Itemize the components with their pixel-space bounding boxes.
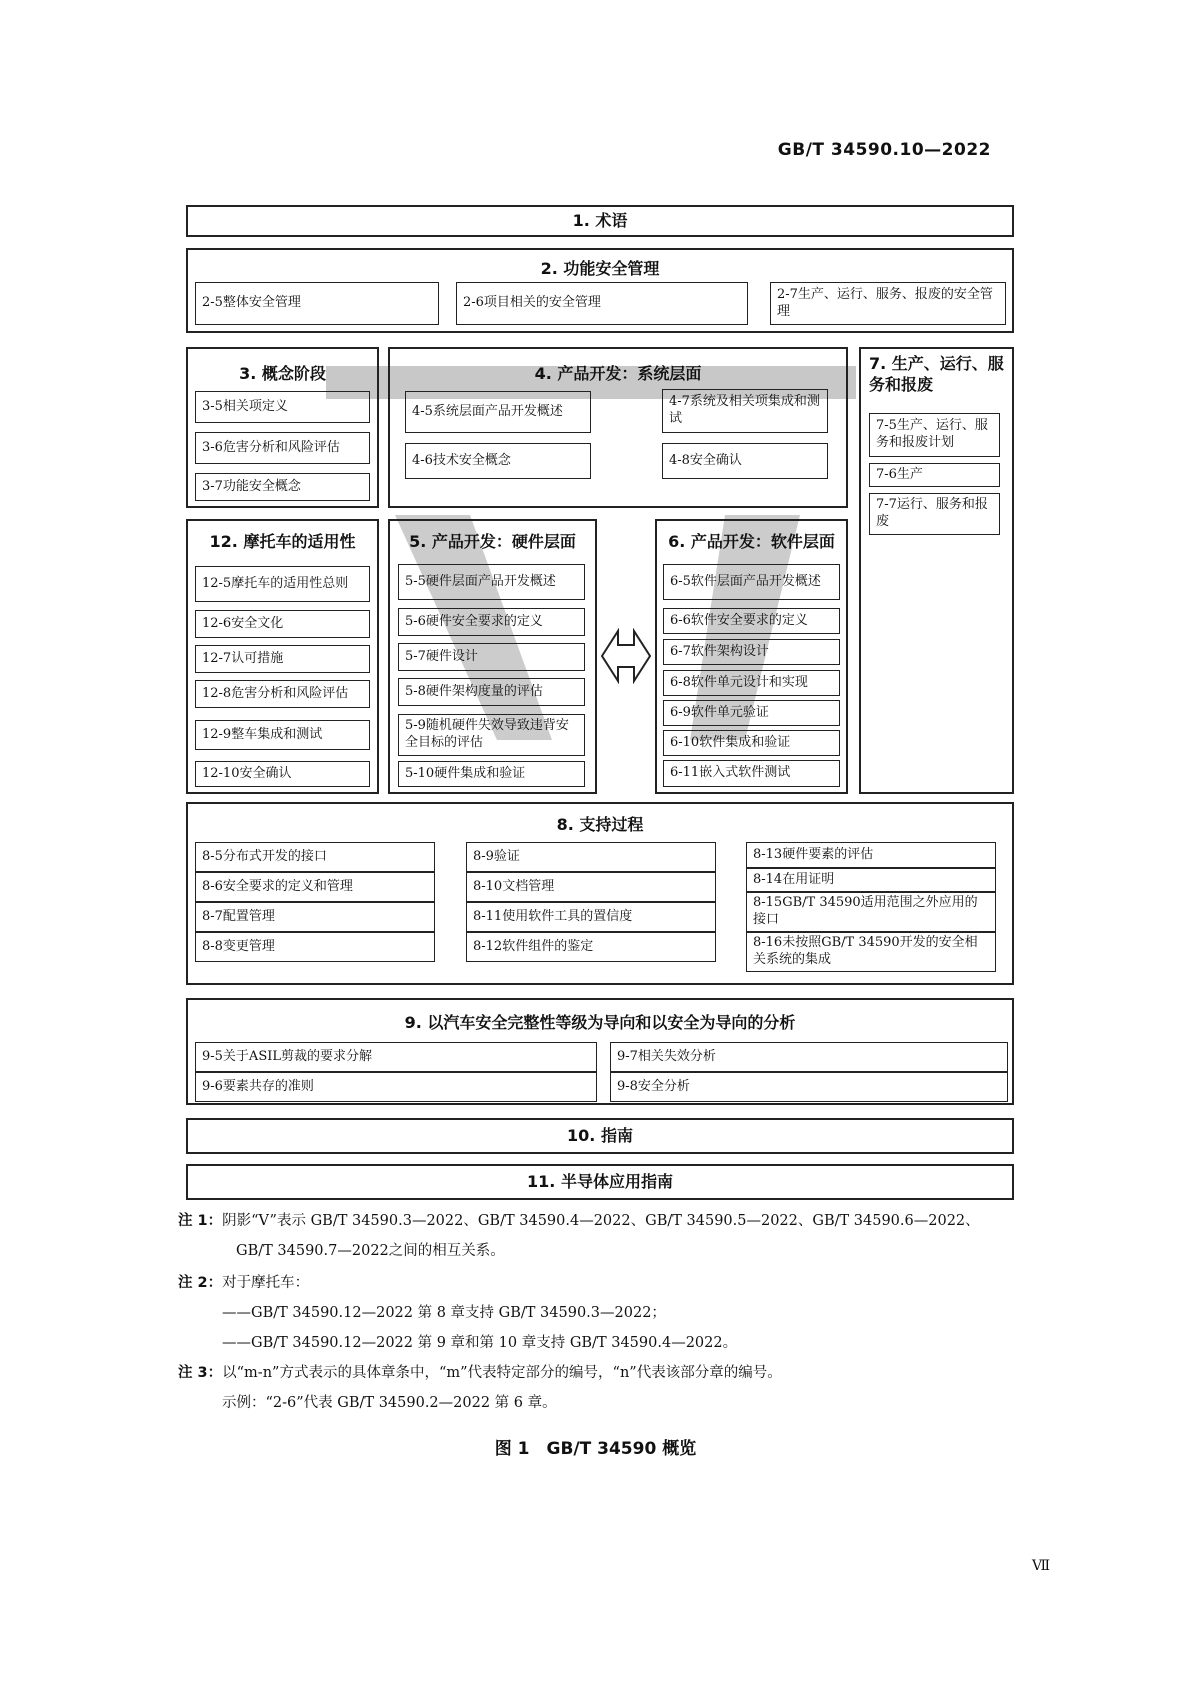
item-2-6: 2-6项目相关的安全管理 bbox=[456, 282, 748, 325]
item-8-5: 8-5分布式开发的接口 bbox=[195, 842, 435, 872]
item-8-15: 8-15GB/T 34590适用范围之外应用的接口 bbox=[746, 892, 996, 932]
item-6-11: 6-11嵌入式软件测试 bbox=[663, 760, 840, 787]
item-4-7: 4-7系统及相关项集成和测试 bbox=[662, 389, 828, 433]
note-1-cont: GB/T 34590.7—2022之间的相互关系。 bbox=[236, 1243, 505, 1259]
double-arrow-icon bbox=[600, 628, 652, 684]
note-2 bbox=[178, 1274, 309, 1293]
item-9-6: 9-6要素共存的准则 bbox=[195, 1072, 597, 1102]
item-6-6: 6-6软件安全要求的定义 bbox=[663, 608, 840, 634]
part-5-title: 5. 产品开发：硬件层面 bbox=[409, 532, 576, 551]
item-5-10: 5-10硬件集成和验证 bbox=[398, 761, 585, 787]
part-12-title: 12. 摩托车的适用性 bbox=[209, 532, 356, 551]
item-9-7: 9-7相关失效分析 bbox=[610, 1042, 1008, 1072]
item-5-6: 5-6硬件安全要求的定义 bbox=[398, 608, 585, 636]
item-6-10: 6-10软件集成和验证 bbox=[663, 730, 840, 756]
note-3-label: 注 3： bbox=[178, 1365, 223, 1381]
part-8-box bbox=[186, 802, 1014, 985]
part-10-title: 10. 指南 bbox=[567, 1126, 633, 1145]
item-6-7: 6-7软件架构设计 bbox=[663, 639, 840, 665]
item-5-9: 5-9随机硬件失效导致违背安全目标的评估 bbox=[398, 714, 585, 756]
part-1-box bbox=[186, 205, 1014, 237]
document-id: GB/T 34590.10—2022 bbox=[777, 140, 991, 160]
note-1-line-1: 阴影“V”表示 GB/T 34590.3—2022、GB/T 34590.4—2022、GB/T 34590.5—2022、GB/T 34590.6—2022、 bbox=[222, 1213, 980, 1229]
part-3-title: 3. 概念阶段 bbox=[239, 364, 326, 383]
item-5-8: 5-8硬件架构度量的评估 bbox=[398, 678, 585, 706]
item-4-6: 4-6技术安全概念 bbox=[405, 443, 591, 479]
item-4-8: 4-8安全确认 bbox=[662, 443, 828, 479]
item-12-5: 12-5摩托车的适用性总则 bbox=[195, 566, 370, 602]
item-8-14: 8-14在用证明 bbox=[746, 868, 996, 892]
item-12-10: 12-10安全确认 bbox=[195, 761, 370, 787]
page-number: Ⅶ bbox=[1032, 1558, 1051, 1574]
item-8-6: 8-6安全要求的定义和管理 bbox=[195, 872, 435, 902]
item-12-7: 12-7认可措施 bbox=[195, 645, 370, 673]
part-9-box bbox=[186, 998, 1014, 1105]
part-2-box bbox=[186, 248, 1014, 333]
item-8-10: 8-10文档管理 bbox=[466, 872, 716, 902]
note-2-line-1: 对于摩托车： bbox=[222, 1275, 310, 1291]
part-11-title: 11. 半导体应用指南 bbox=[527, 1172, 673, 1191]
item-5-5: 5-5硬件层面产品开发概述 bbox=[398, 564, 585, 600]
figure-caption: 图 1 GB/T 34590 概览 bbox=[494, 1439, 697, 1459]
item-2-7: 2-7生产、运行、服务、报废的安全管理 bbox=[770, 282, 1006, 325]
item-12-9: 12-9整车集成和测试 bbox=[195, 720, 370, 750]
part-9-title: 9. 以汽车安全完整性等级为导向和以安全为导向的分析 bbox=[404, 1013, 796, 1032]
note-3-line-1: 以“m-n”方式表示的具体章条中，“m”代表特定部分的编号，“n”代表该部分章的编号。 bbox=[222, 1365, 782, 1381]
note-2-label: 注 2： bbox=[178, 1275, 223, 1291]
item-3-7: 3-7功能安全概念 bbox=[195, 473, 370, 501]
item-6-5: 6-5软件层面产品开发概述 bbox=[663, 564, 840, 600]
part-1-title: 1. 术语 bbox=[572, 211, 628, 230]
item-5-7: 5-7硬件设计 bbox=[398, 643, 585, 671]
note-1 bbox=[178, 1212, 980, 1231]
note-3-example: 示例：“2-6”代表 GB/T 34590.2—2022 第 6 章。 bbox=[222, 1395, 557, 1411]
item-8-7: 8-7配置管理 bbox=[195, 902, 435, 932]
part-4-box bbox=[388, 347, 848, 508]
part-7-title: 7. 生产、运行、服务和报废 bbox=[869, 354, 1004, 394]
note-3 bbox=[178, 1364, 782, 1383]
item-8-11: 8-11使用软件工具的置信度 bbox=[466, 902, 716, 932]
item-9-8: 9-8安全分析 bbox=[610, 1072, 1008, 1102]
item-8-9: 8-9验证 bbox=[466, 842, 716, 872]
part-3-box bbox=[186, 347, 379, 508]
item-7-6: 7-6生产 bbox=[869, 463, 1000, 487]
item-4-5: 4-5系统层面产品开发概述 bbox=[405, 391, 591, 433]
part-6-title: 6. 产品开发：软件层面 bbox=[668, 532, 835, 551]
item-7-5: 7-5生产、运行、服务和报废计划 bbox=[869, 413, 1000, 457]
item-12-6: 12-6安全文化 bbox=[195, 610, 370, 638]
note-2-line-2: ——GB/T 34590.12—2022 第 8 章支持 GB/T 34590.3—2022； bbox=[222, 1305, 666, 1321]
part-11-box bbox=[186, 1164, 1014, 1200]
part-10-box bbox=[186, 1118, 1014, 1154]
item-2-5: 2-5整体安全管理 bbox=[195, 282, 439, 325]
item-8-12: 8-12软件组件的鉴定 bbox=[466, 932, 716, 962]
part-6-box bbox=[655, 519, 848, 794]
item-3-5: 3-5相关项定义 bbox=[195, 391, 370, 423]
item-3-6: 3-6危害分析和风险评估 bbox=[195, 432, 370, 464]
item-8-16: 8-16未按照GB/T 34590开发的安全相关系统的集成 bbox=[746, 932, 996, 972]
part-12-box bbox=[186, 519, 379, 794]
part-8-title: 8. 支持过程 bbox=[556, 815, 644, 834]
item-8-13: 8-13硬件要素的评估 bbox=[746, 842, 996, 868]
part-4-title: 4. 产品开发：系统层面 bbox=[534, 364, 702, 383]
item-6-9: 6-9软件单元验证 bbox=[663, 700, 840, 726]
part-5-box bbox=[388, 519, 597, 794]
item-6-8: 6-8软件单元设计和实现 bbox=[663, 670, 840, 696]
item-8-8: 8-8变更管理 bbox=[195, 932, 435, 962]
item-12-8: 12-8危害分析和风险评估 bbox=[195, 680, 370, 708]
note-1-label: 注 1： bbox=[178, 1213, 223, 1229]
item-7-7: 7-7运行、服务和报废 bbox=[869, 493, 1000, 535]
part-2-title: 2. 功能安全管理 bbox=[540, 259, 660, 278]
note-2-line-3: ——GB/T 34590.12—2022 第 9 章和第 10 章支持 GB/T 34590.4—2022。 bbox=[222, 1335, 738, 1351]
item-9-5: 9-5关于ASIL剪裁的要求分解 bbox=[195, 1042, 597, 1072]
part-7-box bbox=[859, 347, 1014, 794]
